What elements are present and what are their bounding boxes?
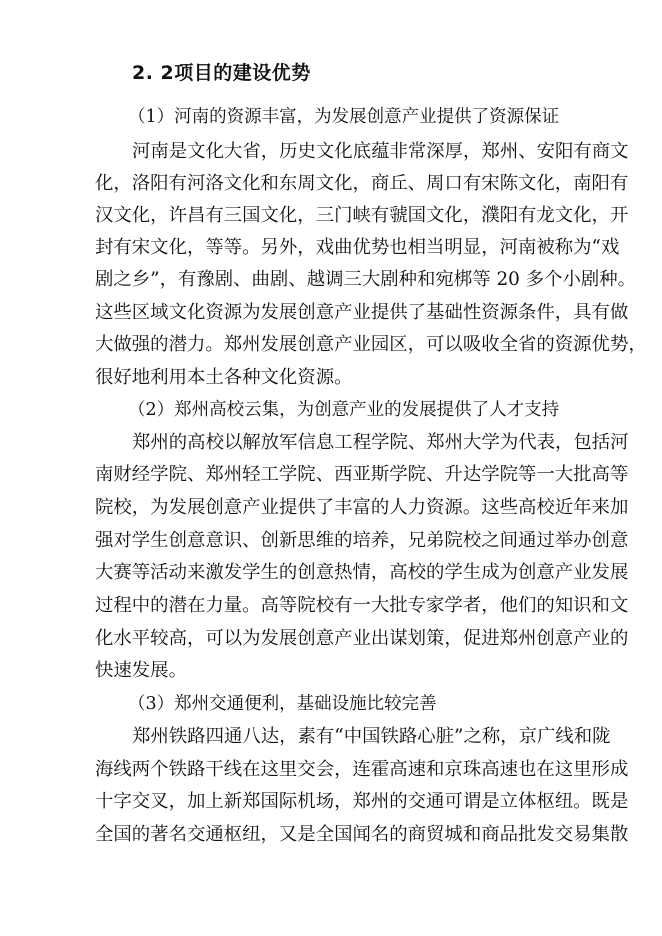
subheading-resources: （1）河南的资源丰富，为发展创意产业提供了资源保证 — [128, 107, 560, 127]
subheading-transport: （3）郑州交通便利，基础设施比较完善 — [128, 694, 437, 714]
paragraph-line: 十字交叉，加上新郑国际机场，郑州的交通可谓是立体枢纽。既是 — [95, 791, 629, 812]
paragraph-line: 海线两个铁路干线在这里交会，连霍高速和京珠高速也在这里形成 — [95, 759, 629, 780]
paragraph-line: 院校，为发展创意产业提供了丰富的人力资源。这些高校近年来加 — [95, 497, 629, 518]
paragraph-line: 郑州铁路四通八达，素有“中国铁路心脏”之称，京广线和陇 — [132, 726, 611, 747]
paragraph-line: 大做强的潜力。郑州发展创意产业园区，可以吸收全省的资源优势， — [95, 334, 647, 355]
paragraph-line: 化，洛阳有河洛文化和东周文化，商丘、周口有宋陈文化，南阳有 — [95, 173, 629, 194]
paragraph-line: 这些区域文化资源为发展创意产业提供了基础性资源条件，具有做 — [95, 302, 629, 323]
section-heading: 2. 2项目的建设优势 — [132, 62, 311, 84]
paragraph-line: 过程中的潜在力量。高等院校有一大批专家学者，他们的知识和文 — [95, 595, 629, 616]
paragraph-line: 快速发展。 — [95, 660, 187, 681]
paragraph-line: 大赛等活动来激发学生的创意热情，高校的学生成为创意产业发展 — [95, 562, 629, 583]
subheading-talent: （2）郑州高校云集，为创意产业的发展提供了人才支持 — [128, 400, 560, 420]
paragraph-line: 河南是文化大省，历史文化底蕴非常深厚，郑州、安阳有商文 — [132, 141, 629, 162]
paragraph-line: 全国的著名交通枢纽，又是全国闻名的商贸城和商品批发交易集散 — [95, 824, 629, 845]
paragraph-line: 强对学生创意意识、创新思维的培养，兄弟院校之间通过举办创意 — [95, 530, 629, 551]
paragraph-line: 南财经学院、郑州轻工学院、西亚斯学院、升达学院等一大批高等 — [95, 464, 629, 485]
paragraph-line: 郑州的高校以解放军信息工程学院、郑州大学为代表，包括河 — [132, 432, 629, 453]
paragraph-line: 化水平较高，可以为发展创意产业出谋划策，促进郑州创意产业的 — [95, 628, 629, 649]
paragraph-line: 剧之乡”，有豫剧、曲剧、越调三大剧种和宛梆等 20 多个小剧种。 — [95, 269, 637, 290]
paragraph-line: 封有宋文化，等等。另外，戏曲优势也相当明显，河南被称为“戏 — [95, 237, 620, 258]
paragraph-line: 汉文化，许昌有三国文化，三门峡有虢国文化，濮阳有龙文化，开 — [95, 205, 629, 226]
paragraph-line: 很好地利用本土各种文化资源。 — [95, 367, 353, 388]
